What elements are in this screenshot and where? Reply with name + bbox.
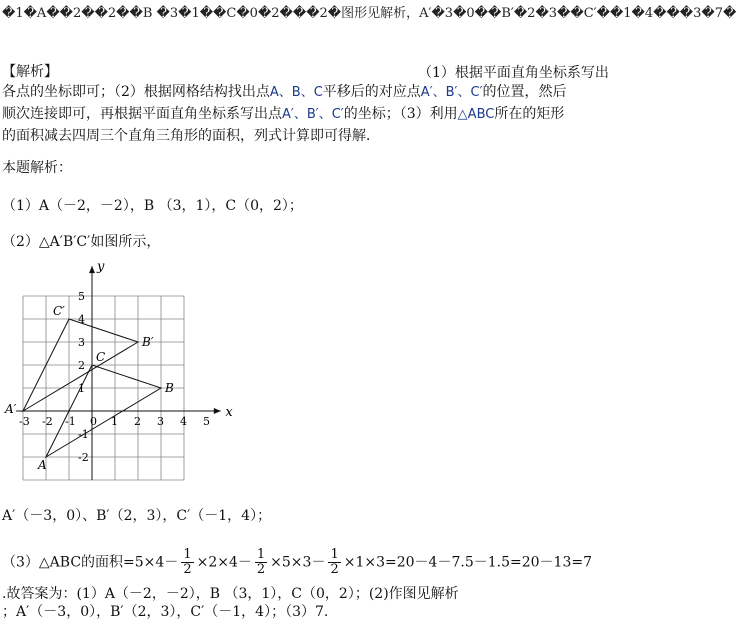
fraction-half-1	[181, 548, 193, 577]
analysis-line-2-text: 各点的坐标即可；（2）根据网格结构找出点	[2, 84, 270, 100]
prime-coordinates: A′（－3，0）、B′（2，3），C′（－1，4）；	[2, 508, 272, 524]
triangle-abc: △ABC	[457, 107, 495, 122]
frac-den: 2	[330, 562, 339, 577]
answer-1: （1）A（－2，－2），B （3，1），C（0，2）；	[2, 198, 303, 214]
y-tick-label: 3	[78, 336, 85, 349]
x-axis-label: x	[225, 405, 233, 420]
y-axis-label: y	[97, 259, 105, 275]
area-formula	[2, 548, 592, 577]
area-part-d: ×1×3=20－4－7.5－1.5=20－13=7	[343, 554, 592, 571]
analysis-line-4: 的面积减去四周三个直角三角形的面积，列式计算即可得解．	[2, 128, 380, 144]
header-title-tail: 图形见解析，A′�3�0��B′�2�3��C′��1�4���3�7�	[341, 6, 736, 21]
point-label: A	[38, 458, 47, 472]
frac-den: 2	[183, 562, 192, 577]
analysis-line-3	[2, 104, 564, 125]
y-axis-arrow	[89, 266, 95, 273]
y-tick-label: 2	[78, 359, 85, 372]
analysis-line-3b-text: 的坐标；（3）利用	[343, 106, 458, 122]
answer-2: （2）△A′B′C′如图所示，	[2, 234, 161, 250]
y-tick-label: -2	[78, 451, 89, 464]
x-tick-label: -1	[65, 415, 76, 428]
x-tick-label: -3	[19, 415, 30, 428]
point-label: C′	[53, 304, 65, 318]
x-tick-label: 4	[180, 415, 187, 428]
analysis-line-3c-text: 所在的矩形	[494, 106, 565, 122]
y-tick-label: 1	[78, 382, 85, 395]
area-part-b: ×2×4－	[196, 554, 252, 571]
x-tick-label: 1	[111, 415, 118, 428]
x-tick-label: 3	[157, 415, 164, 428]
y-tick-label: 5	[78, 290, 85, 303]
points-abc: A、B、C	[269, 85, 323, 100]
fraction-half-3	[328, 548, 340, 577]
analysis-line-2c-text: 的位置，然后	[482, 84, 567, 100]
point-label: C	[96, 350, 106, 364]
point-label: A′	[5, 402, 17, 416]
header-garbled-text: �1�A��2��2��B �3�1��C�0�2���2�	[2, 6, 342, 21]
frac-den: 2	[256, 562, 266, 577]
step1-text: 根据平面直角坐标系写出	[454, 65, 609, 81]
y-tick-label: 4	[78, 313, 85, 326]
analysis-step1	[418, 62, 609, 82]
point-label: B	[165, 381, 174, 395]
point-label: B′	[142, 335, 154, 349]
x-tick-label: 2	[134, 415, 141, 428]
final-answer-2: ；A′（－3，0），B′（2，3），C′（－1，4）；（3）7.	[2, 604, 329, 620]
origin-label: 0	[90, 415, 97, 428]
header-line	[2, 4, 736, 24]
analysis-line-3-text: 顺次连接即可，再根据平面直角坐标系写出点	[2, 106, 282, 122]
coordinate-grid-diagram	[0, 259, 240, 478]
analysis-line-2b-text: 平移后的对应点	[322, 84, 421, 100]
frac-num: 1	[256, 547, 266, 562]
step1-number: （1）	[418, 65, 455, 81]
x-tick-label: 5	[203, 415, 210, 428]
frac-num: 1	[183, 547, 192, 562]
y-tick-label: -1	[78, 428, 89, 441]
analysis-tag: 【解析】	[2, 64, 58, 80]
points-abc-prime-2: A′、B′、C′	[282, 107, 344, 122]
points-abc-prime: A′、B′、C′	[420, 85, 483, 100]
area-part-c: ×5×3－	[270, 554, 326, 571]
final-answer-1: .故答案为：(1）A（－2，－2），B （3，1），C（0，2）；(2)作图见解析	[2, 586, 459, 602]
solution-label: 本题解析：	[2, 160, 72, 176]
x-tick-label: -2	[42, 415, 53, 428]
analysis-line-2	[2, 82, 567, 103]
fraction-half-2	[255, 548, 267, 577]
area-part-a: （3）△ABC的面积=5×4－	[2, 554, 179, 571]
frac-num: 1	[330, 547, 339, 562]
x-axis-arrow	[214, 408, 221, 414]
